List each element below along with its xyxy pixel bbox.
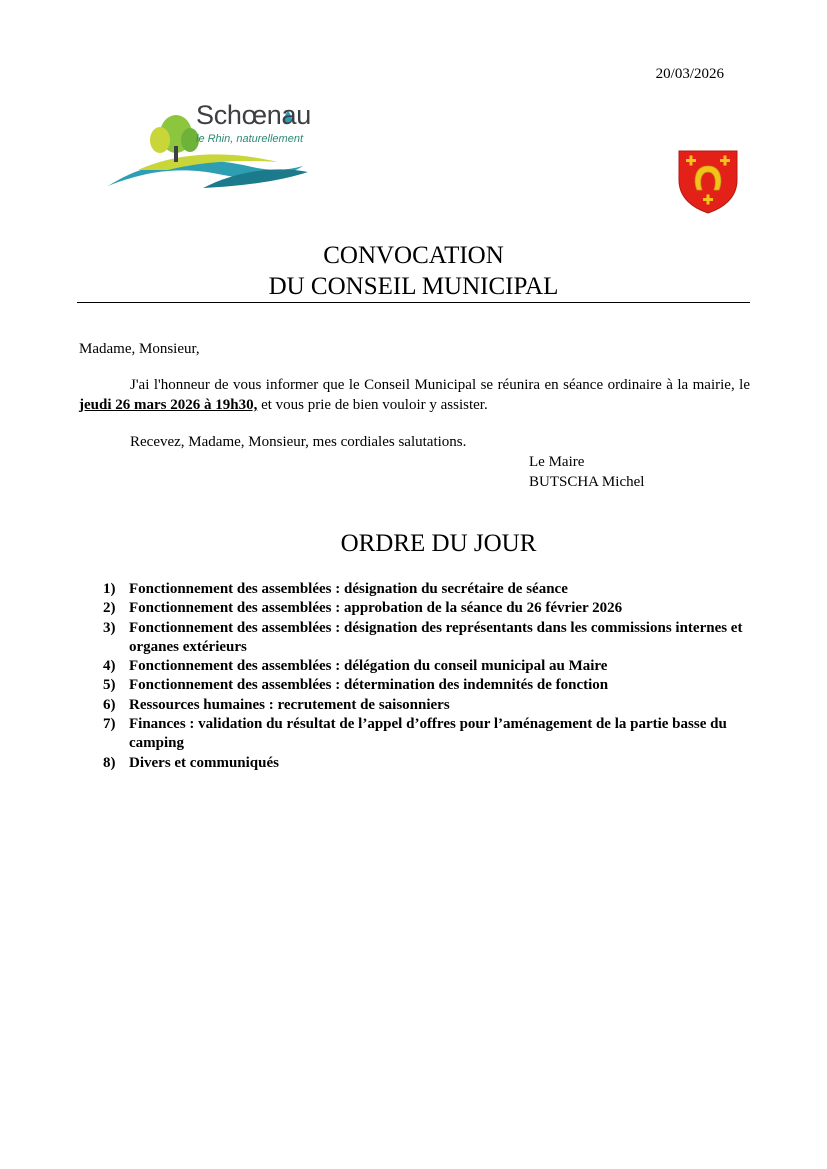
title-line-2: DU CONSEIL MUNICIPAL: [268, 273, 559, 300]
agenda-item: [103, 580, 753, 599]
agenda-item: [103, 599, 753, 618]
logo-tree-crown-small: [150, 127, 170, 153]
agenda-item-number: 7): [103, 716, 116, 733]
closing-line: Recevez, Madame, Monsieur, mes cordiales salutations.: [130, 434, 467, 450]
agenda-item-number: 5): [103, 677, 116, 694]
agenda-item-text: Fonctionnement des assemblées : détermination des indemnités de fonction: [129, 677, 609, 694]
agenda-item: [103, 657, 753, 676]
agenda-item-text: Ressources humaines : recrutement de saisonniers: [129, 696, 450, 713]
salutation: Madame, Monsieur,: [79, 341, 200, 357]
agenda-item-text: Fonctionnement des assemblées : désignation du secrétaire de séance: [129, 581, 568, 597]
agenda-item-number: 3): [103, 619, 116, 636]
agenda-item-text: Fonctionnement des assemblées : approbation de la séance du 26 février 2026: [129, 600, 623, 617]
signature-block: [529, 452, 644, 492]
coat-of-arms-icon: [678, 150, 738, 214]
body-text-after: et vous prie de bien vouloir y assister.: [257, 397, 488, 413]
title-line-1: CONVOCATION: [323, 242, 504, 269]
agenda-item-text: Fonctionnement des assemblées : désignation des représentants dans les commissions internes et organes extérieurs: [129, 619, 743, 655]
logo-tagline: le Rhin, naturellement: [196, 133, 304, 145]
agenda-item: [103, 754, 753, 773]
agenda-item-text: Divers et communiqués: [129, 754, 279, 771]
meeting-date: jeudi 26 mars 2026 à 19h30,: [79, 397, 258, 413]
title-divider: [77, 302, 750, 303]
agenda-item: [103, 619, 753, 658]
agenda-title: ORDRE DU JOUR: [340, 530, 537, 557]
agenda-item: [103, 715, 753, 754]
agenda-item-text: Fonctionnement des assemblées : délégation du conseil municipal au Maire: [129, 658, 608, 675]
signer-title: Le Maire: [529, 454, 585, 470]
letter-body: [79, 375, 750, 415]
agenda-item: [103, 676, 753, 695]
agenda-item-number: 8): [103, 754, 116, 771]
agenda-item-number: 2): [103, 600, 116, 617]
logo-tree-trunk: [174, 146, 178, 162]
body-text-before: J'ai l'honneur de vous informer que le Conseil Municipal se réunira en séance ordinaire à la mairie, le: [130, 377, 750, 393]
agenda-item-text: Finances : validation du résultat de l’appel d’offres pour l’aménagement de la partie basse du camping: [129, 716, 727, 752]
agenda-item-number: 1): [103, 581, 116, 597]
logo-name: Schœnau: [196, 100, 311, 130]
agenda-item: [103, 696, 753, 715]
document-date: 20/03/2026: [655, 66, 724, 82]
signer-name: BUTSCHA Michel: [529, 474, 645, 490]
agenda-list: [103, 580, 753, 773]
agenda-item-number: 4): [103, 658, 116, 675]
agenda-item-number: 6): [103, 696, 116, 713]
page-title: [0, 240, 827, 302]
